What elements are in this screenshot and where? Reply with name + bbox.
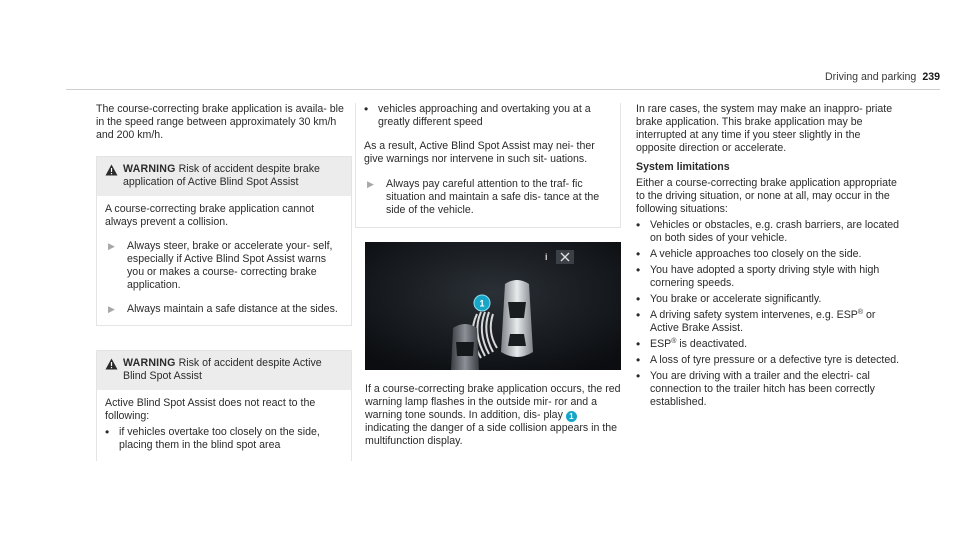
header-rule [66, 89, 940, 90]
caption-text-a: If a course-correcting brake application occurs, the red warning lamp flashes in the outside mir- ror and a warning tone sounds. In addition, dis- play [365, 383, 621, 421]
warning-title: Risk of accident despite brake application of Active Blind Spot Assist [123, 163, 320, 188]
list-item-text: You brake or accelerate significantly. [650, 293, 822, 305]
list-item-text: You are driving with a trailer and the electri- cal connection to the trailer hitch has been correctly established. [650, 370, 875, 408]
list-item-text: Vehicles or obstacles, e.g. crash barriers, are located on both sides of your vehicle. [650, 219, 900, 244]
own-vehicle [501, 280, 533, 357]
step-arrow-icon: ▶ [108, 304, 115, 314]
bullet-icon: • [105, 425, 110, 439]
warning-triangle-icon [105, 164, 123, 189]
list-item [636, 370, 902, 409]
action-step [105, 303, 343, 316]
list-item [636, 293, 902, 306]
warning-title: Risk of accident despite Active Blind Spot Assist [123, 357, 322, 382]
list-item-text-a: ESP [650, 338, 672, 350]
warning-box-continued [355, 103, 621, 228]
list-item-text: vehicles approaching and overtaking you at a greatly different speed [378, 103, 591, 128]
step-arrow-icon: ▶ [108, 241, 115, 251]
limitations-intro: Either a course-correcting brake application appropriate to the driving situation, or none at all, may occur in the following situations: [636, 177, 897, 215]
step-text: Always maintain a safe distance at the sides. [127, 303, 338, 315]
step-text: Always steer, brake or accelerate your- self, especially if Active Blind Spot Assist warns you or makes a course- correcting brake application. [127, 240, 333, 291]
list-item [105, 426, 343, 452]
info-icon: i [545, 252, 548, 262]
other-vehicle [451, 324, 479, 370]
warning-box-brake [96, 156, 352, 326]
bullet-icon: • [636, 292, 641, 306]
rare-cases-paragraph: In rare cases, the system may make an inappro- priate brake application. This brake application may be interrupted at any time if you steer slightly in the opposite direction or accelerate. [636, 103, 893, 154]
warning-body [97, 196, 351, 325]
blind-spot-display-illustration [365, 242, 621, 370]
list-item-text-a: A driving safety system intervenes, e.g. ESP [650, 309, 858, 321]
figure-caption [365, 383, 621, 448]
list-item [636, 248, 902, 261]
svg-text:1: 1 [479, 298, 485, 309]
system-limitations-heading: System limitations [636, 161, 730, 173]
warning-text: A course-correcting brake application cannot always prevent a collision. [105, 203, 315, 228]
step-arrow-icon: ▶ [367, 179, 374, 189]
bullet-icon: • [364, 102, 369, 116]
step-text: Always pay careful attention to the traf- fic situation and maintain a safe dis- tance at the side of the vehicle. [386, 178, 600, 216]
column-middle [365, 103, 621, 460]
list-item [636, 354, 902, 367]
list-item-text: A loss of tyre pressure or a defective tyre is detected. [650, 354, 900, 366]
bullet-icon: • [636, 353, 641, 367]
result-paragraph: As a result, Active Blind Spot Assist may nei- ther give warnings nor intervene in such sit- uations. [364, 140, 595, 165]
intro-paragraph: The course-correcting brake application is availa- ble in the speed range between approximately 30 km/h and 200 km/h. [96, 103, 344, 141]
list-item [636, 309, 902, 335]
warning-text: Active Blind Spot Assist does not react to the following: [105, 397, 316, 422]
registered-mark: ® [857, 309, 864, 316]
list-item-text: A vehicle approaches too closely on the side. [650, 248, 862, 260]
warning-label: WARNING [123, 163, 176, 175]
warning-body [97, 390, 351, 461]
bullet-icon: • [636, 308, 641, 322]
warning-box-limits [96, 350, 352, 461]
list-item-text: You have adopted a sporty driving style with high cornering speeds. [650, 264, 880, 289]
list-item [636, 219, 902, 245]
section-title: Driving and parking [825, 71, 917, 83]
page-number: 239 [922, 71, 940, 83]
list-item [364, 103, 612, 129]
warning-header [97, 351, 351, 390]
list-item [636, 264, 902, 290]
bullet-icon: • [636, 337, 641, 351]
callout-1-badge: 1 [566, 411, 577, 422]
action-step [105, 240, 343, 292]
bullet-icon: • [636, 369, 641, 383]
registered-mark: ® [671, 338, 677, 345]
list-item [636, 338, 902, 351]
bullet-icon: • [636, 263, 641, 277]
column-right [636, 103, 902, 409]
bullet-icon: • [636, 218, 641, 232]
warning-triangle-icon [105, 358, 123, 383]
warning-header [97, 157, 351, 196]
list-item-text-b: is deactivated. [679, 338, 748, 350]
warning-label: WARNING [123, 357, 176, 369]
action-step [364, 178, 612, 217]
bullet-icon: • [636, 247, 641, 261]
list-item-text: if vehicles overtake too closely on the side, placing them in the blind spot area [119, 426, 320, 451]
column-left [96, 103, 352, 461]
list-item-text [650, 338, 902, 351]
multifunction-display-figure [365, 242, 621, 370]
running-header [758, 71, 940, 85]
list-item-text-b: or Active Brake Assist. [650, 309, 876, 334]
list-item-text [650, 309, 902, 335]
caption-text-b: indicating the danger of a side collision appears in the multifunction display. [365, 422, 618, 447]
